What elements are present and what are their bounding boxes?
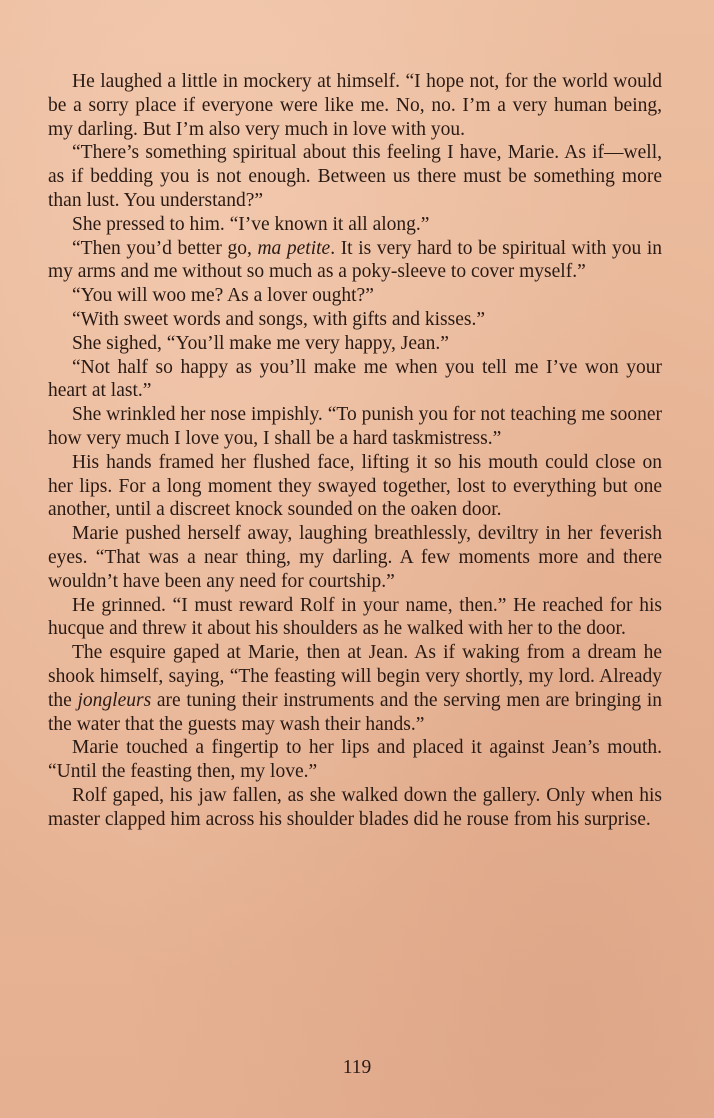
paragraph: She sighed, “You’ll make me very happy, Jean.” <box>72 332 449 354</box>
paragraph: “There’s something spiritual about this feeling I have, Marie. As if—well, as if bedding you is not enough. Between us there must be something more than lust. You understand?” <box>48 142 662 211</box>
paragraph: She wrinkled her nose impishly. “To punish you for not teaching me sooner how very much I love you, I shall be a hard taskmistress.” <box>48 404 662 449</box>
paragraph: Rolf gaped, his jaw fallen, as she walked down the gallery. Only when his master clapped him across his shoulder blades did he rouse from his surprise. <box>48 784 662 830</box>
paragraph: Marie pushed herself away, laughing breathlessly, deviltry in her feverish eyes. “That was a near thing, my darling. A few moments more and there wouldn’t have been any need for courtship.” <box>48 523 662 592</box>
body-text <box>48 70 662 832</box>
paragraph: “Not half so happy as you’ll make me when you tell me I’ve won your heart at last.” <box>48 356 662 402</box>
paragraph: She pressed to him. “I’ve known it all along.” <box>72 213 430 235</box>
paragraph: Marie touched a fingertip to her lips and placed it against Jean’s mouth. “Until the feasting then, my love.” <box>48 737 662 783</box>
page-number: 119 <box>342 1057 372 1078</box>
paragraph: He grinned. “I must reward Rolf in your name, then.” He reached for his hucque and threw it about his shoulders as he walked with her to the door. <box>48 594 662 640</box>
paragraph: “With sweet words and songs, with gifts and kisses.” <box>72 308 485 330</box>
paragraph: He laughed a little in mockery at himself. “I hope not, for the world would be a sorry place if everyone were like me. No, no. I’m a very human being, my darling. But I’m also very much in love with you. <box>48 71 662 140</box>
paragraph: The esquire gaped at Marie, then at Jean. As if waking from a dream he shook himself, saying, “The feasting will begin very shortly, my lord. Already the jongleurs are tuning their instruments and the serving men are bringing in the water that the guests may wash their hands.” <box>48 642 662 735</box>
paragraph: “Then you’d better go, ma petite. It is very hard to be spiritual with you in my arms and me without so much as a poky-sleeve to cover myself.” <box>48 237 662 283</box>
paragraph: His hands framed her flushed face, lifting it so his mouth could close on her lips. For a long moment they swayed together, lost to everything but one another, until a discreet knock sounded on the oaken door. <box>48 451 662 521</box>
paragraph: “You will woo me? As a lover ought?” <box>72 285 374 307</box>
